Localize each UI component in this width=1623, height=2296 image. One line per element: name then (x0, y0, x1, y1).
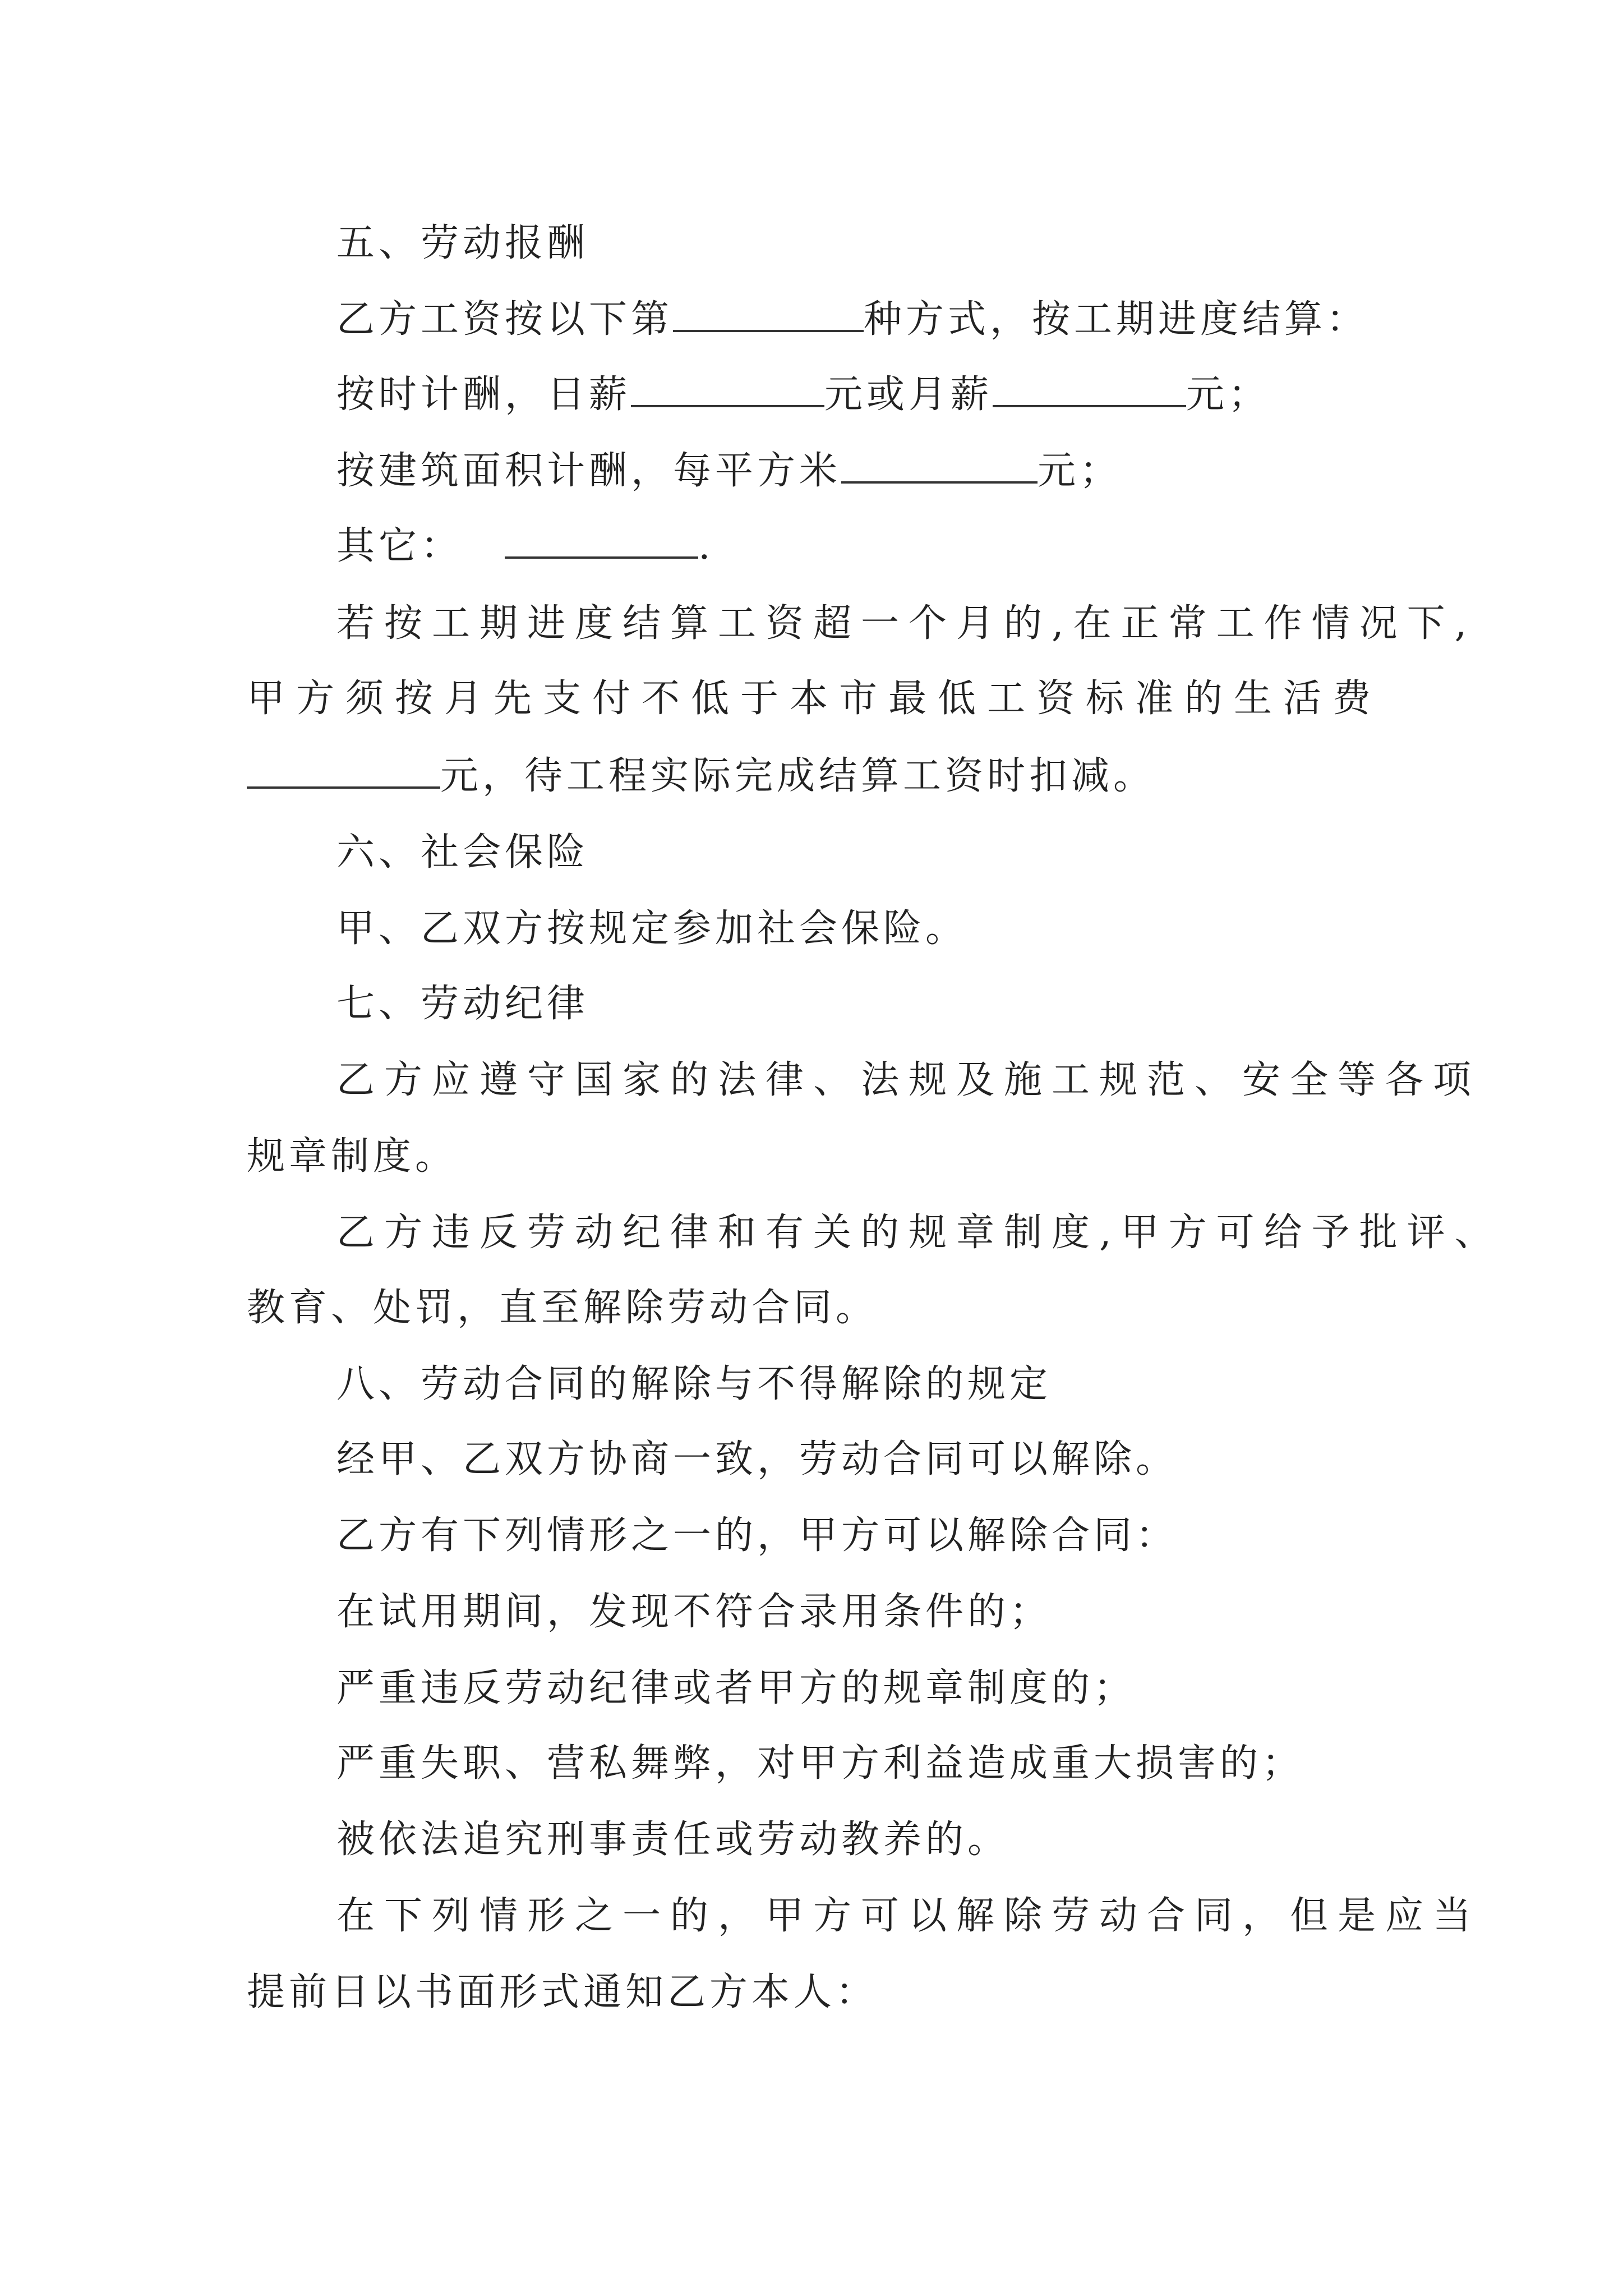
method-number-blank (673, 324, 864, 332)
area-pay-text-b: 元； (1038, 449, 1122, 493)
section-8-heading: 八、劳动合同的解除与不得解除的规定 (336, 1362, 1052, 1406)
hourly-pay-text-c: 元； (1186, 372, 1271, 417)
advance-pay-line-1: 若按工期进度结算工资超一个月的,在正常工作情况下, (336, 601, 1477, 646)
notice-termination-line-1: 在下列情形之一的，甲方可以解除劳动合同，但是应当 (336, 1894, 1481, 1938)
section-5-heading: 五、劳动报酬 (336, 221, 589, 265)
termination-condition-3: 严重失职、营私舞弊，对甲方利益造成重大损害的； (336, 1741, 1304, 1786)
wage-method-line (336, 297, 1369, 342)
advance-pay-line-2: 甲方须按月先支付不低于本市最低工资标准的生活费 (247, 677, 1382, 721)
per-sqm-blank (841, 476, 1038, 484)
other-pay-blank (505, 551, 698, 559)
social-insurance-paragraph: 甲、乙双方按规定参加社会保险。 (336, 907, 968, 951)
daily-wage-blank (631, 399, 824, 407)
termination-condition-4: 被依法追究刑事责任或劳动教养的。 (336, 1818, 1010, 1862)
section-7-heading: 七、劳动纪律 (336, 982, 589, 1026)
other-pay-text-a: 其它： (336, 524, 463, 568)
termination-conditions-intro: 乙方有下列情形之一的，甲方可以解除合同： (336, 1513, 1178, 1558)
discipline-paragraph-2-line-1: 乙方违反劳动纪律和有关的规章制度,甲方可给予批评、 (336, 1211, 1502, 1255)
advance-pay-text-3: 元，待工程实际完成结算工资时扣减。 (440, 754, 1156, 798)
wage-method-text-b: 种方式，按工期进度结算： (864, 297, 1369, 342)
notice-termination-line-2: 提前日以书面形式通知乙方本人： (247, 1970, 878, 2014)
living-allowance-blank (247, 781, 440, 789)
termination-condition-1: 在试用期间，发现不符合录用条件的； (336, 1590, 1052, 1634)
section-6-heading: 六、社会保险 (336, 830, 589, 875)
other-pay-line (336, 524, 714, 568)
termination-condition-2: 严重违反劳动纪律或者甲方的规章制度的； (336, 1666, 1136, 1710)
hourly-pay-text-b: 元或月薪 (824, 372, 993, 417)
termination-mutual-paragraph: 经甲、乙双方协商一致，劳动合同可以解除。 (336, 1437, 1178, 1481)
discipline-paragraph-1-line-2: 规章制度。 (247, 1134, 458, 1179)
discipline-paragraph-2-line-2: 教育、处罚，直至解除劳动合同。 (247, 1286, 878, 1330)
hourly-pay-text-a: 按时计酬，日薪 (336, 372, 631, 417)
monthly-wage-blank (993, 399, 1186, 407)
area-pay-text-a: 按建筑面积计酬，每平方米 (336, 449, 842, 493)
discipline-paragraph-1-line-1: 乙方应遵守国家的法律、法规及施工规范、安全等各项 (336, 1058, 1481, 1102)
hourly-pay-line (336, 372, 1271, 417)
other-pay-text-b: . (698, 524, 714, 568)
area-pay-line (336, 449, 1122, 493)
wage-method-text-a: 乙方工资按以下第 (336, 297, 674, 342)
advance-pay-line-3 (247, 754, 1156, 798)
